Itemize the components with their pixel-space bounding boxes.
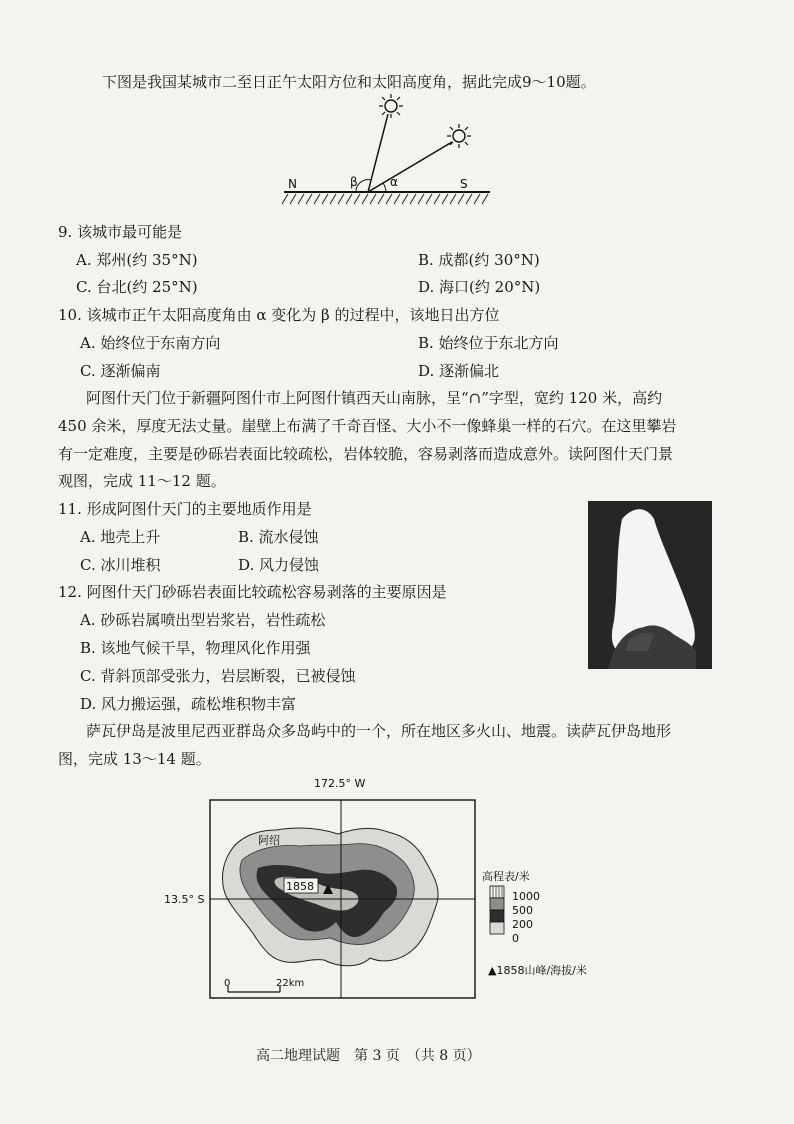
q12-option-b[interactable]: B. 该地气候干旱，物理风化作用强 [80, 639, 311, 657]
sun-high-icon [379, 94, 403, 118]
latitude-label: 13.5° S [164, 893, 205, 906]
passage-11-12-line1: 阿图什天门位于新疆阿图什市上阿图什镇西天山南脉，呈“∩”字型，宽约 120 米，高约 [86, 389, 663, 407]
legend-level-1000: 1000 [512, 890, 540, 903]
place-label-asau: 阿绍 [258, 834, 280, 847]
q10-option-c[interactable]: C. 逐渐偏南 [80, 362, 161, 380]
q12-option-c[interactable]: C. 背斜顶部受张力，岩层断裂，已被侵蚀 [80, 667, 356, 685]
q10-option-a[interactable]: A. 始终位于东南方向 [80, 334, 221, 352]
passage-11-12-line2: 450 余米，厚度无法丈量。崖壁上布满了千奇百怪、大小不一像蜂巢一样的石穴。在这里攀岩 [58, 417, 677, 435]
scale-zero: 0 [224, 978, 231, 989]
passage-13-14-line2: 图，完成 13～14 题。 [58, 750, 211, 768]
q10-stem: 10. 该城市正午太阳高度角由 α 变化为 β 的过程中，该地日出方位 [58, 306, 500, 324]
tianmen-photo [588, 501, 712, 669]
legend-swatch-0 [490, 922, 504, 934]
passage-11-12-line3: 有一定难度，主要是砂砾岩表面比较疏松，岩体较脆，容易剥落而造成意外。读阿图什天门景 [58, 445, 674, 463]
legend-swatch-500 [490, 898, 504, 910]
q11-option-a[interactable]: A. 地壳上升 [80, 528, 161, 546]
legend-swatch-200 [490, 910, 504, 922]
label-alpha: α [390, 175, 398, 189]
q12-option-d[interactable]: D. 风力搬运强，疏松堆积物丰富 [80, 695, 297, 713]
q12-stem: 12. 阿图什天门砂砾岩表面比较疏松容易剥落的主要原因是 [58, 583, 447, 601]
sun-angle-diagram [270, 94, 510, 214]
q10-option-b[interactable]: B. 始终位于东北方向 [418, 334, 559, 352]
q9-option-c[interactable]: C. 台北(约 25°N) [76, 278, 198, 296]
scale-distance: 22km [276, 978, 305, 989]
q9-option-a[interactable]: A. 郑州(约 35°N) [76, 251, 198, 269]
peak-elevation-label: 1858 [286, 880, 314, 893]
q11-option-d[interactable]: D. 风力侵蚀 [238, 556, 320, 574]
q9-stem: 9. 该城市最可能是 [58, 223, 183, 241]
label-south: S [460, 177, 468, 191]
q11-stem: 11. 形成阿图什天门的主要地质作用是 [58, 500, 312, 518]
legend-peak-note: ▲1858山峰/海拔/米 [488, 964, 587, 977]
legend-level-0: 0 [512, 932, 519, 945]
q12-option-a[interactable]: A. 砂砾岩属喷出型岩浆岩，岩性疏松 [80, 611, 326, 629]
legend-level-500: 500 [512, 904, 533, 917]
legend-level-200: 200 [512, 918, 533, 931]
label-north: N [288, 177, 297, 191]
savaii-topographic-map [160, 772, 620, 1012]
q9-option-b[interactable]: B. 成都(约 30°N) [418, 251, 540, 269]
q9-option-d[interactable]: D. 海口(约 20°N) [418, 278, 541, 296]
sun-low-icon [447, 124, 471, 148]
passage-11-12-line4: 观图，完成 11～12 题。 [58, 472, 226, 490]
q10-option-d[interactable]: D. 逐渐偏北 [418, 362, 500, 380]
page-footer: 高二地理试题 第 3 页 （共 8 页） [256, 1048, 481, 1064]
ray-alpha [368, 142, 452, 192]
legend-title: 高程表/米 [482, 870, 530, 883]
ray-beta [368, 114, 388, 192]
passage-13-14-line1: 萨瓦伊岛是波里尼西亚群岛众多岛屿中的一个，所在地区多火山、地震。读萨瓦伊岛地形 [86, 722, 672, 740]
intro-9-10: 下图是我国某城市二至日正午太阳方位和太阳高度角，据此完成9～10题。 [102, 73, 596, 91]
q11-option-b[interactable]: B. 流水侵蚀 [238, 528, 319, 546]
q11-option-c[interactable]: C. 冰川堆积 [80, 556, 161, 574]
longitude-label: 172.5° W [314, 777, 366, 790]
label-beta: β [350, 175, 358, 189]
